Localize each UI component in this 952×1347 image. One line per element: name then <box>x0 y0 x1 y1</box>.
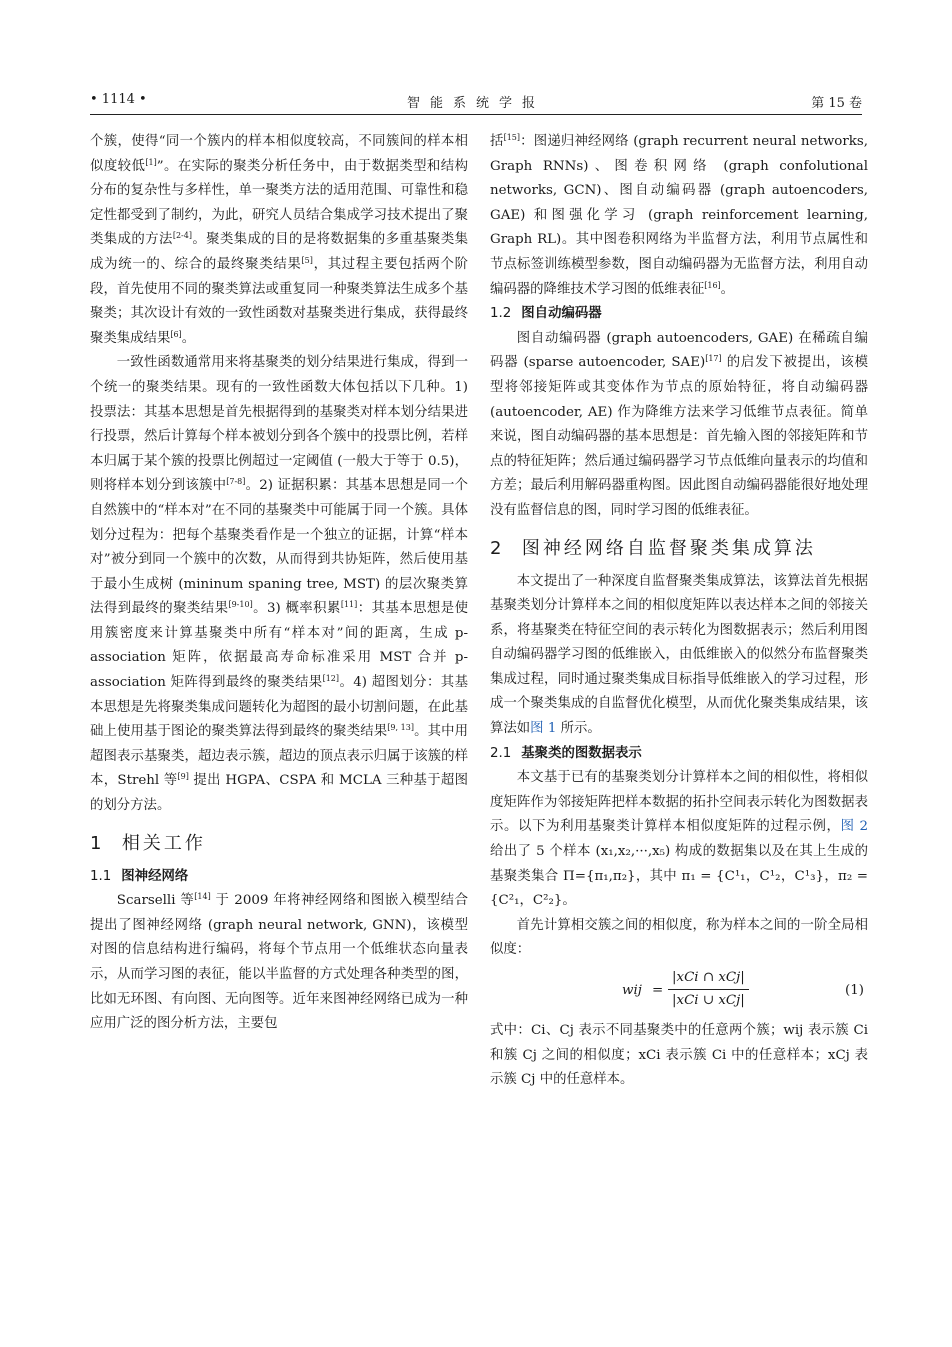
citation[interactable]: [11] <box>340 600 358 610</box>
volume-label: 第 15 卷 <box>811 96 862 111</box>
paragraph: 本文提出了一种深度自监督聚类集成算法，该算法首先根据基聚类划分计算样本之间的相似度矩阵以表达样本之间的邻接关系，将基聚类在特征空间的表示转化为图数据表示；然后利用图自动编码器学习图的低维嵌入，由低维嵌入的似然分布监督聚类集成过程，同时通过聚类集成目标指导低维嵌入的学习过程，形成一个聚类集成的自监督优化模型，从而优化聚类集成结果，该算法如图 1 所示。 <box>490 573 868 737</box>
page-header <box>90 92 862 115</box>
citation[interactable]: [12] <box>322 674 340 684</box>
citation[interactable]: [15] <box>503 133 520 142</box>
subsection-heading: 1.1 图神经网络 <box>90 868 189 884</box>
equation <box>490 965 868 1017</box>
figure-link[interactable]: 图 1 <box>530 721 557 737</box>
subsection-heading: 1.2 图自动编码器 <box>490 306 602 322</box>
left-column <box>90 130 468 1037</box>
citation[interactable]: [9-10] <box>228 600 253 610</box>
equation-denominator: |xCi ∪ xCj| <box>672 993 745 1008</box>
citation[interactable]: [1] <box>145 157 157 167</box>
equation-lhs: wij <box>622 983 642 998</box>
paragraph: 本文基于已有的基聚类划分计算样本之间的相似性，将相似度矩阵作为邻接矩阵把样本数据的拓扑空间表示转化为图数据表示。以下为利用基聚类计算样本相似度矩阵的过程示例，图 2 给出了 5 个样本 (x₁,x₂,···,x₅) 构成的数据集以及在其上生成的基聚类集合 Π={π₁,π₂}，其中 π₁ = {C¹₁，C¹₂，C¹₃}，π₂ = {C²₁，C²₂}。 <box>490 770 868 909</box>
right-column <box>490 130 868 1093</box>
citation[interactable]: [9] <box>177 772 189 782</box>
equation-equals: = <box>652 983 664 998</box>
citation[interactable]: [14] <box>194 892 211 902</box>
paragraph: 式中：Ci、Cj 表示不同基聚类中的任意两个簇；wij 表示簇 Ci 和簇 Cj 之间的相似度；xCi 表示簇 Ci 中的任意样本；xCj 表示簇 Cj 中的任意样本。 <box>490 1023 868 1088</box>
section-heading: 2 图神经网络自监督聚类集成算法 <box>490 537 816 559</box>
paragraph: 首先计算相交簇之间的相似度，称为样本之间的一阶全局相似度： <box>490 917 868 958</box>
equation-number: (1) <box>845 983 864 998</box>
citation[interactable]: [7-8] <box>226 477 246 487</box>
citation[interactable]: [9, 13] <box>387 723 414 733</box>
paragraph: 括[15]：图递归神经网络 (graph recurrent neural networks, Graph RNNs)、图卷积网络 (graph confolutional networks, GCN)、图自动编码器 (graph autoencoders, GAE) 和图强化学习 (graph reinforcement learning, Graph RL)。其中图卷积网络为半监督方法，利用节点属性和节点标签训练模型参数，图自动编码器为无监督方法，利用自动编码器的降维技术学习图的低维表征[16]。 <box>490 133 868 297</box>
journal-title: 智能系统学报 <box>406 96 545 111</box>
section-heading: 1 相关工作 <box>90 832 206 854</box>
paragraph: 个簇，使得“同一个簇内的样本相似度较高，不同簇间的样本相似度较低[1]”。在实际的聚类分析任务中，由于数据类型和结构分布的复杂性与多样性，单一聚类方法的适用范围、可靠性和稳定性都受到了制约，为此，研究人员结合集成学习技术提出了聚类集成的方法[2-4]。聚类集成的目的是将数据集的多重基聚类集成为统一的、综合的最终聚类结果[5]，其过程主要包括两个阶段，首先使用不同的聚类算法或重复同一种聚类算法生成多个基聚类；其次设计有效的一致性函数对基聚类进行集成，获得最终聚类集成结果[6]。 <box>90 134 469 346</box>
citation[interactable]: [16] <box>704 280 721 290</box>
citation[interactable]: [17] <box>705 354 722 364</box>
page-number: • 1114 • <box>90 92 147 107</box>
figure-link[interactable]: 图 2 <box>840 819 868 835</box>
paragraph: 一致性函数通常用来将基聚类的划分结果进行集成，得到一个统一的聚类结果。现有的一致性函数大体包括以下几种。1) 投票法：其基本思想是首先根据得到的基聚类对样本划分结果进行投票，然后计算每个样本被划分到各个簇中的投票比例，若样本归属于某个簇的投票比例超过一定阈值 (一般大于等于 0.5)，则将样本划分到该簇中[7-8]。2) 证据积累：其基本思想是同一个自然簇中的“样本对”在不同的基聚类中可能属于同一个簇。具体划分过程为：把每个基聚类看作是一个独立的证据，计算“样本对”被分到同一个簇中的次数，从而得到共协矩阵，然后使用基于最小生成树 (mininum spaning tree, MST) 的层次聚类算法得到最终的聚类结果[9-10]。3) 概率积累[11]：其基本思想是使用簇密度来计算基聚类中所有“样本对”间的距离，生成 p-association 矩阵，依据最高寿命标准采用 MST 合并 p-association 矩阵得到最终的聚类结果[12]。4) 超图划分：其基本思想是先将聚类集成问题转化为超图的最小切割问题，在此基础上使用基于图论的聚类算法得到最终的聚类结果[9, 13]。其中用超图表示基聚类，超边表示簇，超边的顶点表示归属于该簇的样本，Strehl 等[9] 提出 HGPA、CSPA 和 MCLA 三种基于超图的划分方法。 <box>90 355 469 814</box>
citation[interactable]: [6] <box>170 329 182 339</box>
paragraph: 图自动编码器 (graph autoencoders, GAE) 在稀疏自编码器 (sparse autoencoder, SAE)[17] 的启发下被提出，该模型将邻接矩阵或其变体作为节点的原始特征，将自动编码器 (autoencoder, AE) 作为降维方法来学习低维节点表征。简单来说，图自动编码器的基本思想是：首先输入图的邻接矩阵和节点的特征矩阵；然后通过编码器学习节点低维向量表示的均值和方差；最后利用解码器重构图。因此图自动编码器能很好地处理没有监督信息的图，同时学习图的低维表征。 <box>490 330 868 518</box>
paragraph: Scarselli 等[14] 于 2009 年将神经网络和图嵌入模型结合提出了图神经网络 (graph neural network, GNN)，该模型对图的信息结构进行编码，将每个节点用一个低维状态向量表示，从而学习图的表征，能以半监督的方式处理各种类型的图，比如无环图、有向图、无向图等。近年来图神经网络已成为一种应用广泛的图分析方法，主要包 <box>90 892 468 1032</box>
citation[interactable]: [5] <box>301 255 313 265</box>
equation-fraction <box>668 967 749 1012</box>
citation[interactable]: [2-4] <box>172 231 192 241</box>
subsection-heading: 2.1 基聚类的图数据表示 <box>490 745 642 761</box>
equation-numerator: |xCi ∩ xCj| <box>668 967 749 990</box>
